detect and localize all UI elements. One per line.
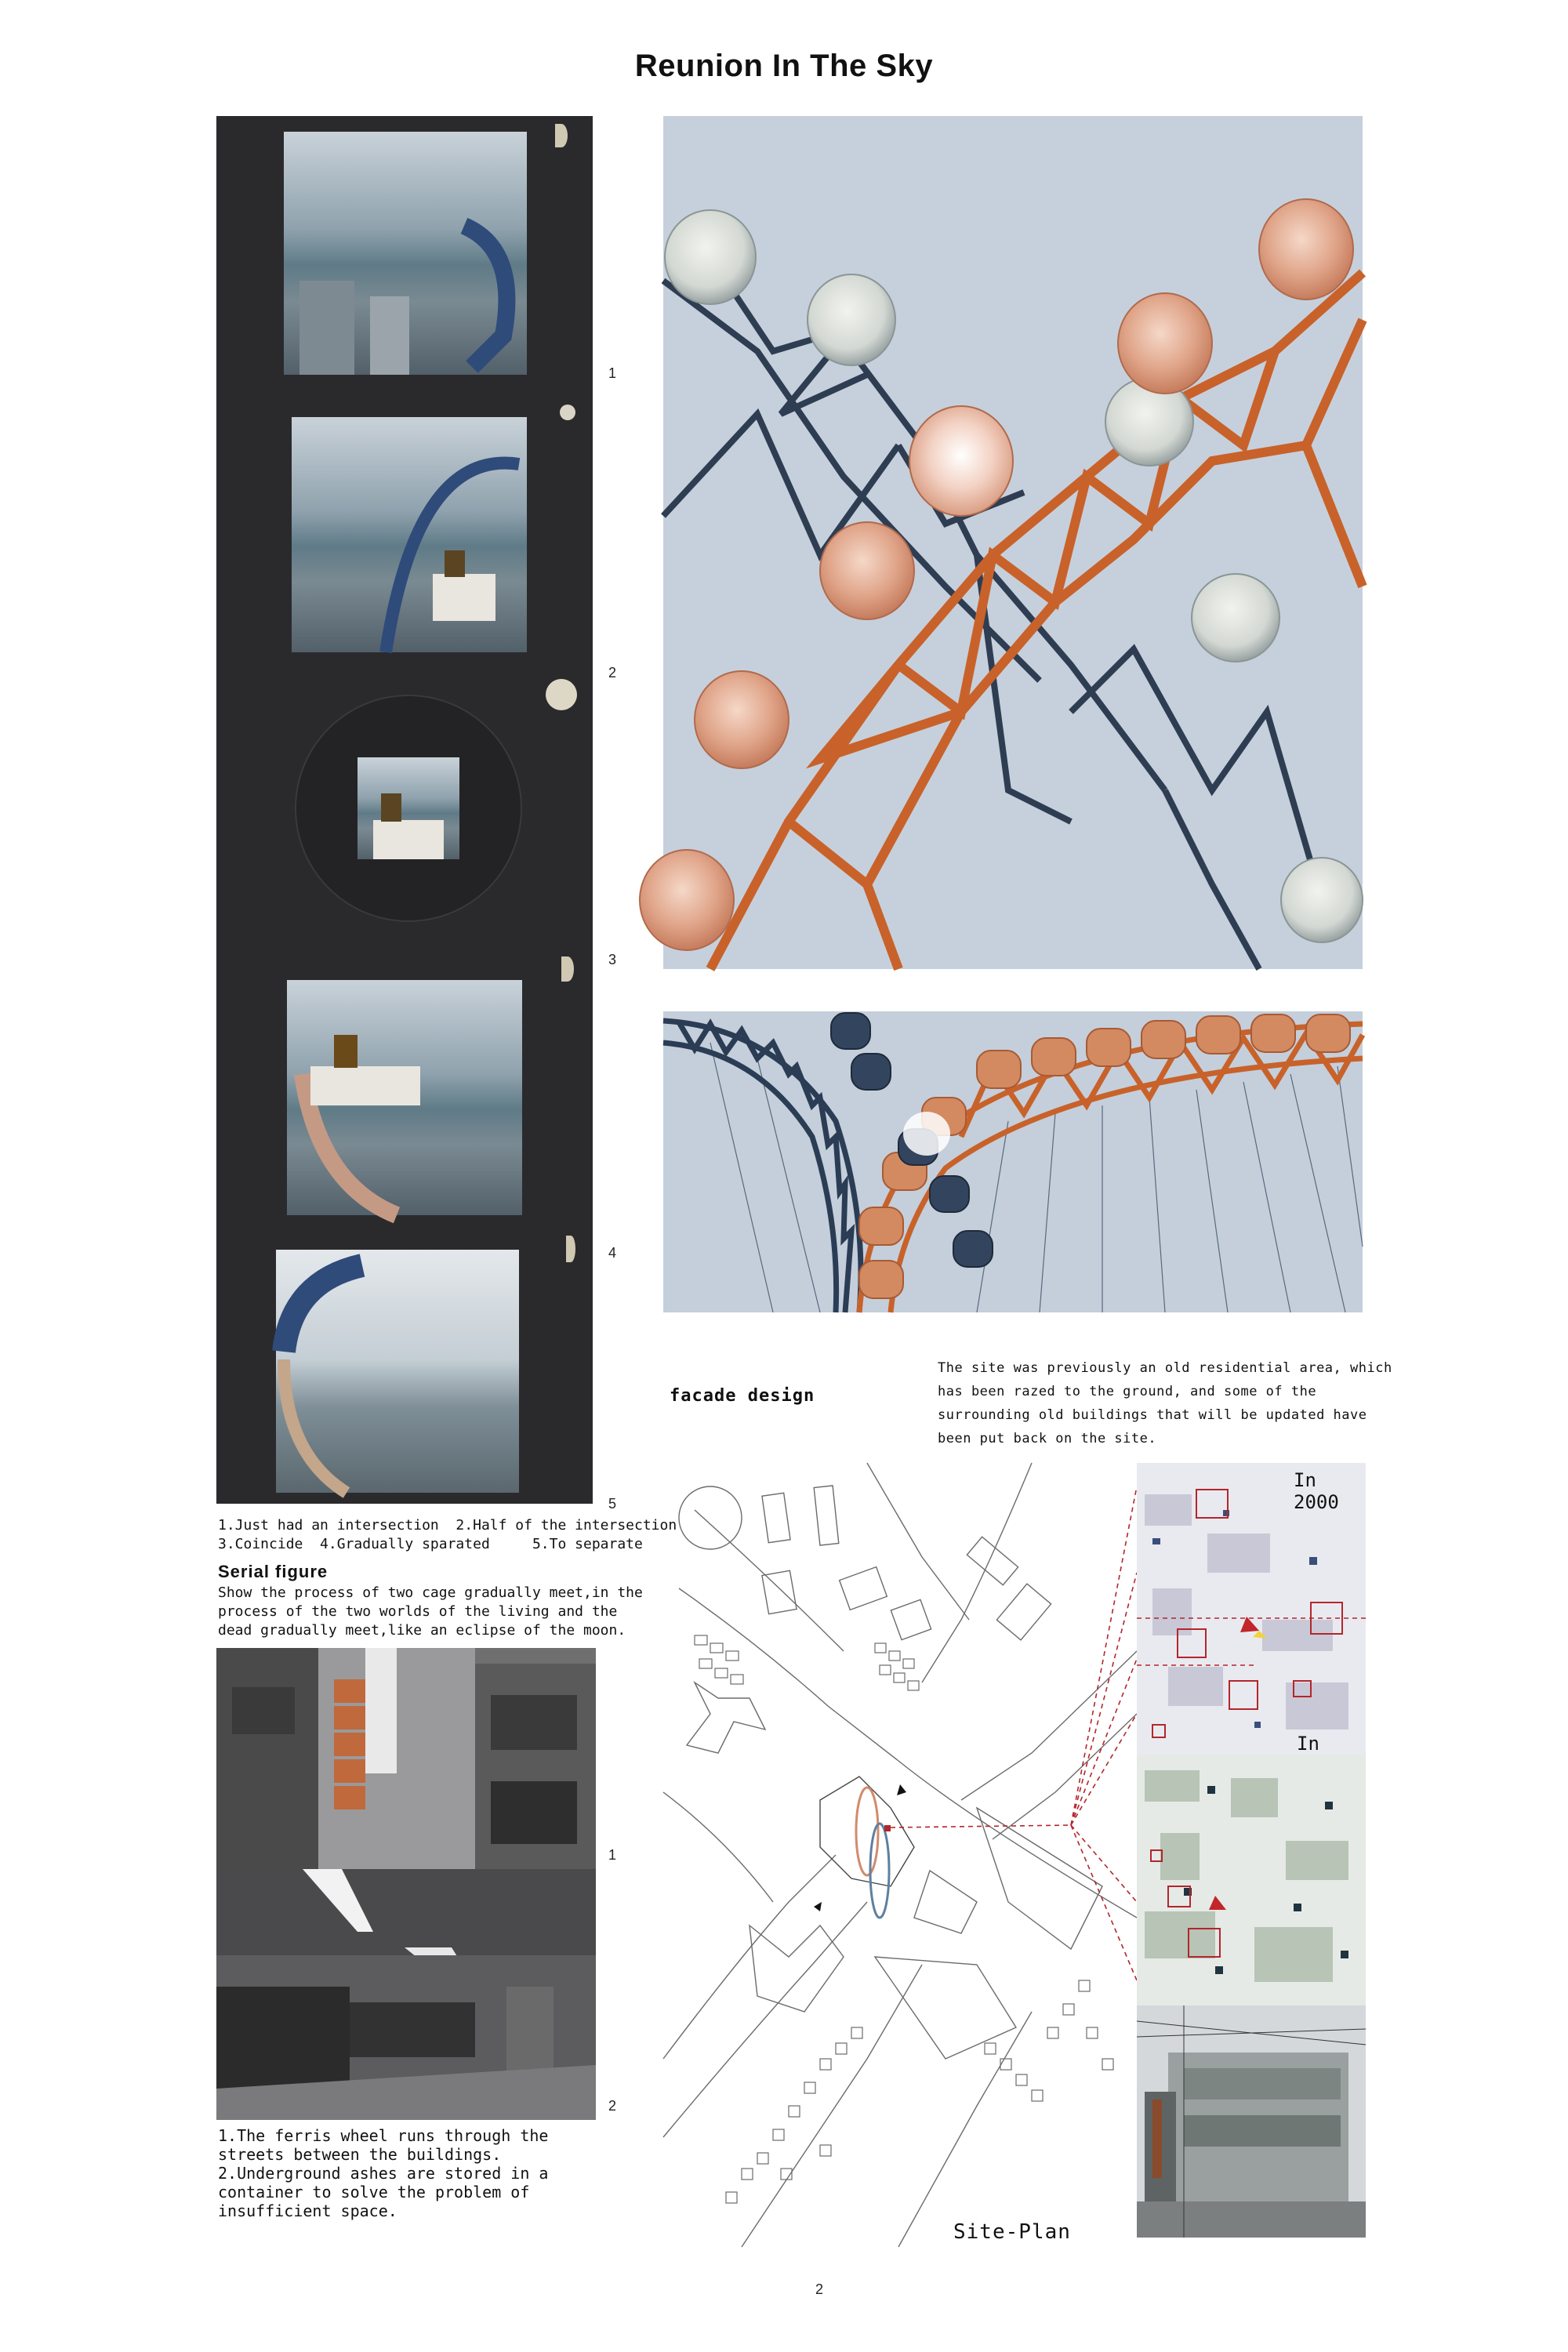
serial-desc-line2: process of the two worlds of the living and the xyxy=(218,1603,618,1620)
street-render xyxy=(216,1648,596,1869)
label-in-2018: In xyxy=(1297,1733,1319,1755)
site-desc-line1: The site was previously an old residential area, which xyxy=(938,1360,1392,1376)
moon-icon xyxy=(560,405,575,420)
serial-desc-line1: Show the process of two cage gradually meet,in the xyxy=(218,1584,643,1601)
moon-icon xyxy=(566,1236,575,1262)
serial-caption-line1: 1.Just had an intersection 2.Half of the intersection xyxy=(218,1517,677,1534)
page-title: Reunion In The Sky xyxy=(634,49,934,83)
moon-icon xyxy=(546,679,577,710)
serial-panel-2 xyxy=(216,394,593,671)
serial-caption-line2: 3.Coincide 4.Gradually sparated 5.To separate xyxy=(218,1536,643,1552)
facade-band-render xyxy=(663,1011,1363,1312)
panel-number-2: 2 xyxy=(608,665,617,681)
aerial-map-2018 xyxy=(1137,1755,1366,2005)
serial-panel-5 xyxy=(216,1226,593,1504)
moon-icon xyxy=(555,124,568,147)
underground-render xyxy=(216,1869,596,2120)
facade-heading: facade design xyxy=(670,1386,815,1406)
porthole-view xyxy=(276,1250,519,1493)
label-in-2000: In 2000 xyxy=(1294,1469,1339,1513)
porthole-view xyxy=(284,132,527,375)
site-desc-line4: been put back on the site. xyxy=(938,1431,1157,1446)
serial-desc-line3: dead gradually meet,like an eclipse of the moon. xyxy=(218,1622,626,1639)
street-caption-line2: streets between the buildings. xyxy=(218,2145,502,2164)
serial-figure-column xyxy=(216,116,624,1512)
page-number: 2 xyxy=(815,2281,824,2297)
panel-number-3: 3 xyxy=(608,952,617,967)
street-caption-line3: 2.Underground ashes are stored in a xyxy=(218,2164,549,2183)
serial-panel-3 xyxy=(216,671,593,949)
serial-panel-4 xyxy=(216,949,593,1226)
porthole-view xyxy=(292,417,527,652)
site-plan-drawing xyxy=(663,1463,1137,2247)
street-number-1: 1 xyxy=(608,1847,617,1863)
old-building-photo xyxy=(1137,2005,1366,2238)
panel-number-5: 5 xyxy=(608,1496,617,1512)
moon-icon xyxy=(561,956,574,982)
porthole-view xyxy=(358,757,459,859)
serial-panel-1 xyxy=(216,116,593,394)
street-number-2: 2 xyxy=(608,2098,617,2114)
panel-number-1: 1 xyxy=(608,365,617,381)
aerial-map-2000 xyxy=(1137,1463,1366,1755)
ferris-wheel-closeup-render xyxy=(663,116,1363,969)
porthole-view xyxy=(287,980,522,1215)
site-desc-line2: has been razed to the ground, and some of the xyxy=(938,1384,1317,1399)
site-plan-label: Site-Plan xyxy=(953,2220,1071,2244)
street-caption-line1: 1.The ferris wheel runs through the xyxy=(218,2126,549,2145)
street-caption-line5: insufficient space. xyxy=(218,2201,397,2220)
panel-number-4: 4 xyxy=(608,1245,617,1261)
site-desc-line3: surrounding old buildings that will be updated have xyxy=(938,1407,1367,1423)
street-caption-line4: container to solve the problem of xyxy=(218,2183,530,2201)
serial-heading: Serial figure xyxy=(218,1562,328,1581)
